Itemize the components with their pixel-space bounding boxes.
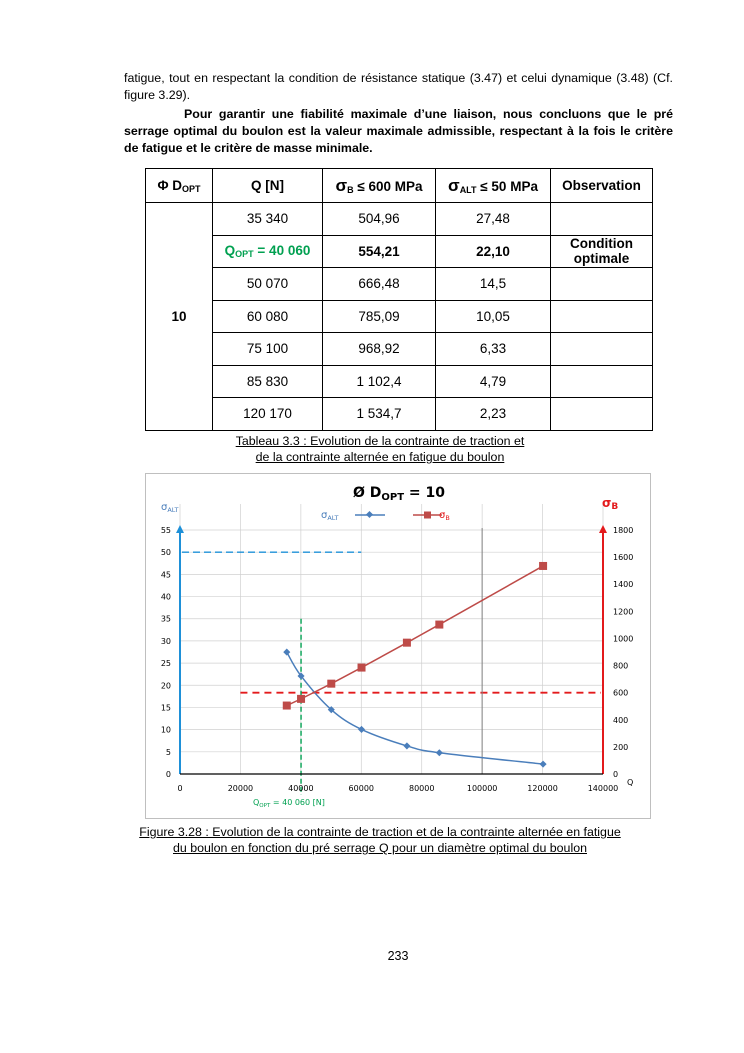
left-tick-label: 50 <box>160 548 171 558</box>
left-axis-label: $\sigma_{ALT}$ <box>161 502 179 514</box>
x-tick-label: 40000 <box>288 784 314 793</box>
cell-q: 35 340 <box>213 203 323 236</box>
left-tick-label: 10 <box>160 725 171 735</box>
header-diameter: Φ $D_{OPT}$ <box>146 169 213 203</box>
cell-sigma-alt: 27,48 <box>436 203 551 236</box>
chart <box>145 473 651 819</box>
right-tick-label: 1000 <box>613 634 634 644</box>
q-opt-annotation: $Q_{OPT} = 40$ 060 [N] <box>253 798 325 809</box>
right-tick-label: 400 <box>613 715 629 725</box>
cell-q: 75 100 <box>213 333 323 366</box>
cell-observation <box>551 268 653 301</box>
right-tick-label: 200 <box>613 742 629 752</box>
header-observation: Observation <box>551 169 653 203</box>
left-tick-label: 5 <box>165 747 171 757</box>
table-row-optimal <box>146 235 653 268</box>
paragraph-intro: fatigue, tout en respectant la condition de résistance statique (3.47) et celui dynamique (3.48) (Cf. figure 3.29). <box>124 71 673 102</box>
chart-frame <box>146 474 651 819</box>
table-header-row <box>146 169 653 203</box>
results-table <box>145 168 653 431</box>
diameter-cell: 10 <box>146 203 213 431</box>
right-tick-label: 800 <box>613 661 629 671</box>
right-axis-label: σB <box>602 496 619 512</box>
page-number: 233 <box>387 949 409 963</box>
cell-observation-optimal: Condition optimale <box>551 235 653 268</box>
x-tick-label: 60000 <box>348 784 375 793</box>
cell-q-optimal: $Q_{OPT} = 40$ 060 <box>213 235 323 268</box>
table-row <box>146 333 653 366</box>
header-sigma-alt: $\sigma_{ALT} \le 50$ MPa <box>436 169 551 203</box>
cell-q: 120 170 <box>213 398 323 431</box>
cell-observation <box>551 203 653 236</box>
right-tick-label: 1800 <box>613 526 634 535</box>
table-caption <box>8 433 744 465</box>
chart-title: Ø $D_{OPT} = 10$ <box>353 485 446 503</box>
table-caption-line-1: Tableau 3.3 : Evolution de la contrainte de traction et <box>235 434 525 448</box>
table-row <box>146 365 653 398</box>
figure-caption-line-1: Figure 3.28 : Evolution de la contrainte de traction et de la contrainte alternée en fatigue <box>139 825 621 839</box>
x-tick-label: 120000 <box>527 784 558 793</box>
data-point-sigma-b <box>539 562 547 570</box>
right-tick-label: 1200 <box>613 607 634 617</box>
cell-q: 85 830 <box>213 365 323 398</box>
table-caption-line-2: de la contrainte alternée en fatigue du boulon <box>255 450 505 464</box>
cell-sigma-b: 1 534,7 <box>323 398 436 431</box>
cell-q: 50 070 <box>213 268 323 301</box>
left-tick-label: 30 <box>160 636 171 646</box>
left-tick-label: 45 <box>160 570 171 580</box>
table-row <box>146 398 653 431</box>
legend-marker-b <box>424 512 431 519</box>
cell-sigma-alt: 2,23 <box>436 398 551 431</box>
data-point-sigma-b <box>297 695 305 703</box>
cell-q: 60 080 <box>213 300 323 333</box>
left-tick-label: 25 <box>160 659 171 669</box>
cell-observation <box>551 365 653 398</box>
cell-sigma-alt: 14,5 <box>436 268 551 301</box>
header-sigma-b: $\sigma_B \le 600$ MPa <box>323 169 436 203</box>
legend-label-alt: $\sigma_{ALT}$ <box>321 510 339 522</box>
cell-sigma-b: 968,92 <box>323 333 436 366</box>
cell-sigma-alt: 22,10 <box>436 235 551 268</box>
x-tick-label: 100000 <box>466 784 498 793</box>
cell-observation <box>551 398 653 431</box>
header-q: Q [N] <box>213 169 323 203</box>
right-tick-label: 1600 <box>613 553 634 563</box>
paragraph-conclusion <box>124 106 673 157</box>
table-row <box>146 300 653 333</box>
cell-sigma-b: 504,96 <box>323 203 436 236</box>
table-row <box>146 203 653 236</box>
right-tick-label: 0 <box>613 770 619 779</box>
right-tick-label: 1400 <box>613 580 634 590</box>
cell-observation <box>551 300 653 333</box>
paragraph-conclusion-text: Pour garantir une fiabilité maximale d’une liaison, nous concluons que le pré serrage optimal du boulon est la valeur maximale admissible, respectant à la fois le critère de fatigue et le critère de masse minimale. <box>124 107 673 155</box>
data-point-sigma-b <box>283 702 291 710</box>
left-tick-label: 20 <box>160 681 171 691</box>
x-tick-label: 20000 <box>227 784 254 793</box>
data-point-sigma-b <box>403 639 411 647</box>
x-tick-label: 140000 <box>587 784 619 793</box>
data-point-sigma-b <box>358 664 366 672</box>
figure-caption <box>8 824 744 856</box>
cell-sigma-b: 666,48 <box>323 268 436 301</box>
right-tick-label: 600 <box>613 688 629 698</box>
data-point-sigma-b <box>435 621 443 629</box>
cell-sigma-alt: 6,33 <box>436 333 551 366</box>
figure-caption-line-2: du boulon en fonction du pré serrage Q pour un diamètre optimal du boulon <box>173 841 587 855</box>
left-tick-label: 0 <box>165 770 171 779</box>
cell-observation <box>551 333 653 366</box>
legend-label-b: $\sigma_B$ <box>439 510 450 522</box>
left-tick-label: 35 <box>160 614 171 624</box>
left-tick-label: 15 <box>160 703 171 713</box>
cell-sigma-alt: 10,05 <box>436 300 551 333</box>
left-tick-label: 55 <box>160 526 171 535</box>
cell-sigma-alt: 4,79 <box>436 365 551 398</box>
data-point-sigma-b <box>327 680 335 688</box>
x-tick-label: 0 <box>177 784 183 793</box>
left-tick-label: 40 <box>160 592 171 602</box>
table-row <box>146 268 653 301</box>
cell-sigma-b: 785,09 <box>323 300 436 333</box>
x-tick-label: 80000 <box>408 784 435 793</box>
x-axis-label: Q <box>627 778 634 787</box>
cell-sigma-b: 1 102,4 <box>323 365 436 398</box>
cell-sigma-b: 554,21 <box>323 235 436 268</box>
